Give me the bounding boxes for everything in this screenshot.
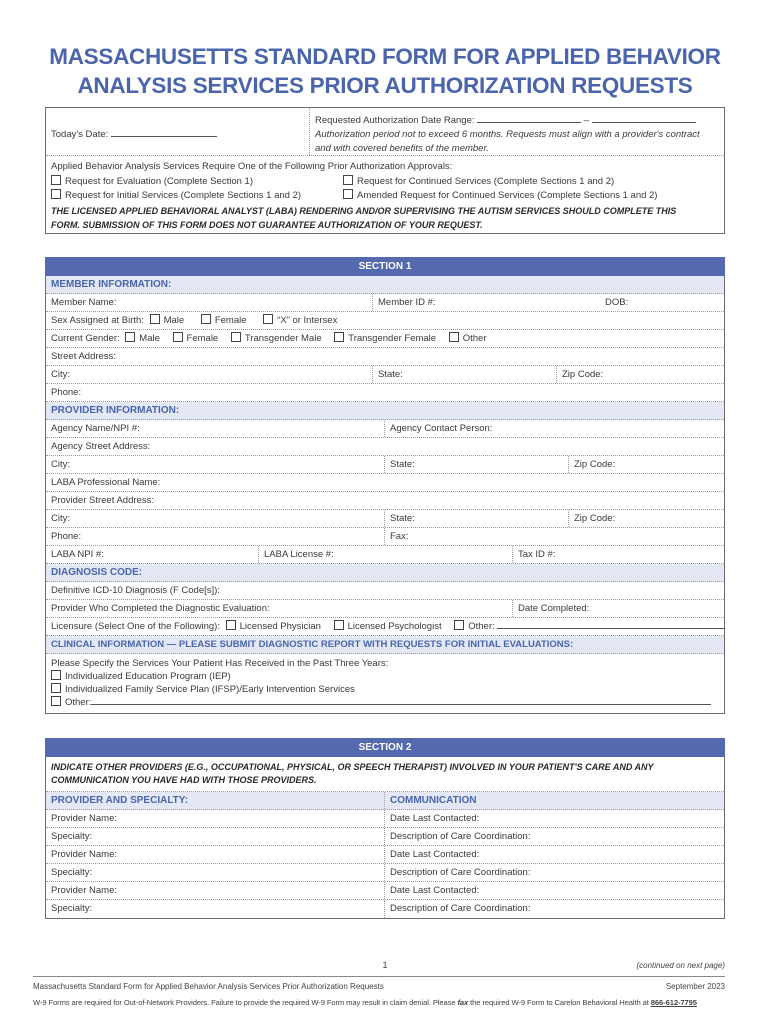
section1-bar: SECTION 1 xyxy=(45,257,725,276)
service-ifsp[interactable] xyxy=(51,683,724,696)
provider2-coord-field[interactable]: Description of Care Coordination: xyxy=(384,864,724,881)
laba-ids-row xyxy=(46,546,724,564)
date-range-start-field[interactable] xyxy=(477,114,581,123)
section2-box xyxy=(45,757,725,919)
dob-field[interactable]: DOB: xyxy=(605,297,629,308)
provider-info-heading: PROVIDER INFORMATION: xyxy=(46,402,724,420)
checkbox[interactable] xyxy=(125,332,135,342)
sex-assigned-label: Sex Assigned at Birth: xyxy=(51,315,144,326)
member-phone-row xyxy=(46,384,724,402)
service-iep-label: Individualized Education Program (IEP) xyxy=(65,671,231,682)
checkbox[interactable] xyxy=(51,189,61,199)
option-evaluation-label: Request for Evaluation (Complete Section 1) xyxy=(65,175,253,187)
service-other-field[interactable] xyxy=(91,696,711,705)
member-city-field[interactable]: City: xyxy=(51,369,70,380)
option-initial[interactable] xyxy=(51,189,301,204)
footer-divider xyxy=(33,976,725,977)
laba-name-row xyxy=(46,474,724,492)
checkbox[interactable] xyxy=(454,620,464,630)
provider3-specialty-row xyxy=(46,900,724,918)
checkbox[interactable] xyxy=(51,683,61,693)
provider3-specialty-field[interactable]: Specialty: xyxy=(51,903,93,914)
checkbox[interactable] xyxy=(263,314,273,324)
agency-city-field[interactable]: City: xyxy=(51,459,70,470)
date-range-dash: – xyxy=(583,115,590,126)
service-other-label: Other: xyxy=(65,697,92,708)
diag-provider-row xyxy=(46,600,724,618)
checkbox[interactable] xyxy=(334,332,344,342)
licensure-cell xyxy=(46,618,725,635)
icd-row xyxy=(46,582,724,600)
member-state-field[interactable]: State: xyxy=(372,366,556,383)
provider2-date-field[interactable]: Date Last Contacted: xyxy=(384,846,724,863)
provider1-name-field[interactable]: Provider Name: xyxy=(51,813,117,824)
checkbox[interactable] xyxy=(51,696,61,706)
provider3-date-field[interactable]: Date Last Contacted: xyxy=(384,882,724,899)
checkbox[interactable] xyxy=(449,332,459,342)
checkbox[interactable] xyxy=(173,332,183,342)
gender-tfemale-label: Transgender Female xyxy=(348,333,437,344)
gender-tmale-label: Transgender Male xyxy=(244,333,322,344)
checkbox[interactable] xyxy=(226,620,236,630)
form-title-line1: MASSACHUSETTS STANDARD FORM FOR APPLIED BEHAVIOR xyxy=(49,44,721,69)
provider2-name-field[interactable]: Provider Name: xyxy=(51,849,117,860)
w9-notice-part1: W-9 Forms are required for Out-of-Network Providers. Failure to provide the required W-9 Form may result in claim denial. Please xyxy=(33,998,456,1007)
laba-notice-line2: FORM. SUBMISSION OF THIS FORM DOES NOT GUARANTEE AUTHORIZATION OF YOUR REQUEST. xyxy=(51,220,483,230)
option-continued-label: Request for Continued Services (Complete Sections 1 and 2) xyxy=(357,175,615,187)
provider2-name-row xyxy=(46,846,724,864)
lic-other-label: Other: xyxy=(468,621,495,632)
agency-city-row xyxy=(46,456,724,474)
approval-options xyxy=(46,156,724,233)
services-label: Please Specify the Services Your Patient Has Received in the Past Three Years: xyxy=(51,658,389,669)
lic-physician-label: Licensed Physician xyxy=(239,621,321,632)
provider1-name-row xyxy=(46,810,724,828)
date-range-cell xyxy=(309,108,724,155)
approvals-label: Applied Behavior Analysis Services Require One of the Following Prior Authorization Approvals: xyxy=(51,161,453,172)
sex-assigned-cell xyxy=(46,312,337,329)
service-ifsp-label: Individualized Family Service Plan (IFSP)/Early Intervention Services xyxy=(65,684,355,695)
date-row xyxy=(46,108,724,156)
member-name-field[interactable]: Member Name: xyxy=(51,297,117,308)
provider-phone-field[interactable]: Phone: xyxy=(51,531,82,542)
request-header-box xyxy=(45,107,725,234)
section2-instr-line2: COMMUNICATION YOU HAVE HAD WITH THOSE PROVIDERS. xyxy=(51,775,317,785)
date-range-end-field[interactable] xyxy=(592,114,696,123)
footer-date: September 2023 xyxy=(665,982,725,991)
todays-date-label: Today's Date: xyxy=(51,129,109,140)
date-range-label: Requested Authorization Date Range: xyxy=(315,115,475,126)
section1-box xyxy=(45,276,725,714)
provider1-date-field[interactable]: Date Last Contacted: xyxy=(384,810,724,827)
gender-row xyxy=(46,330,724,348)
member-city-row xyxy=(46,366,724,384)
provider-city-field[interactable]: City: xyxy=(51,513,70,524)
laba-notice-line1: THE LICENSED APPLIED BEHAVIORAL ANALYST (LABA) RENDERING AND/OR SUPERVISING THE AUTISM SERVICES SHOULD COMPLETE THIS xyxy=(51,205,677,216)
provider1-specialty-field[interactable]: Specialty: xyxy=(51,831,93,842)
date-completed-field[interactable]: Date Completed: xyxy=(512,600,724,617)
todays-date-cell xyxy=(46,108,309,155)
provider-street-field[interactable]: Provider Street Address: xyxy=(51,495,154,506)
provider-zip-field[interactable]: Zip Code: xyxy=(568,510,724,527)
laba-license-field[interactable]: LABA License #: xyxy=(258,546,512,563)
checkbox[interactable] xyxy=(334,620,344,630)
form-title-line2: ANALYSIS SERVICES PRIOR AUTHORIZATION REQUESTS xyxy=(77,73,693,98)
tax-id-field[interactable]: Tax ID #: xyxy=(512,546,724,563)
provider-city-row xyxy=(46,510,724,528)
licensure-row xyxy=(46,618,724,636)
provider-phone-row xyxy=(46,528,724,546)
agency-state-field[interactable]: State: xyxy=(384,456,568,473)
option-amended-label: Amended Request for Continued Services (Complete Sections 1 and 2) xyxy=(357,190,658,201)
option-continued[interactable] xyxy=(343,175,614,190)
licensure-label: Licensure (Select One of the Following): xyxy=(51,621,220,632)
footer-form-name: Massachusetts Standard Form for Applied Behavior Analysis Services Prior Authorization Requests xyxy=(33,982,384,991)
member-phone-field[interactable]: Phone: xyxy=(51,387,82,398)
section2-instructions xyxy=(46,757,724,792)
todays-date-field[interactable] xyxy=(111,128,217,137)
member-street-row xyxy=(46,348,724,366)
authorization-note-line2: and with covered benefits of the member. xyxy=(315,143,489,154)
w9-notice-part2: the required W-9 Form to Carelon Behavioral Health at xyxy=(470,998,649,1007)
provider-fax-field[interactable]: Fax: xyxy=(384,528,724,545)
col-communication-heading: COMMUNICATION xyxy=(384,792,724,809)
agency-contact-field[interactable]: Agency Contact Person: xyxy=(384,420,724,437)
provider3-coord-field[interactable]: Description of Care Coordination: xyxy=(384,900,724,918)
provider-street-row xyxy=(46,492,724,510)
current-gender-label: Current Gender: xyxy=(51,333,120,344)
agency-street-field[interactable]: Agency Street Address: xyxy=(51,441,151,452)
provider2-specialty-row xyxy=(46,864,724,882)
icd-field[interactable]: Definitive ICD-10 Diagnosis (F Code[s]): xyxy=(51,585,220,596)
provider1-coord-field[interactable]: Description of Care Coordination: xyxy=(384,828,724,845)
agency-name-row xyxy=(46,420,724,438)
provider3-name-row xyxy=(46,882,724,900)
option-amended[interactable] xyxy=(343,189,657,204)
agency-zip-field[interactable]: Zip Code: xyxy=(568,456,724,473)
w9-fax-word: fax xyxy=(457,998,469,1007)
provider-state-field[interactable]: State: xyxy=(384,510,568,527)
checkbox[interactable] xyxy=(343,189,353,199)
gender-other-label: Other xyxy=(462,333,487,344)
checkbox[interactable] xyxy=(150,314,160,324)
agency-street-row xyxy=(46,438,724,456)
provider3-name-field[interactable]: Provider Name: xyxy=(51,885,117,896)
checkbox[interactable] xyxy=(231,332,241,342)
gender-female-label: Female xyxy=(186,333,219,344)
option-initial-label: Request for Initial Services (Complete Sections 1 and 2) xyxy=(65,190,302,201)
member-zip-field[interactable]: Zip Code: xyxy=(556,366,724,383)
section2-columns xyxy=(46,792,724,810)
laba-name-field[interactable]: LABA Professional Name: xyxy=(51,477,161,488)
sex-x-label: “X” or Intersex xyxy=(277,315,338,326)
provider1-specialty-row xyxy=(46,828,724,846)
checkbox[interactable] xyxy=(201,314,211,324)
service-other[interactable] xyxy=(51,696,724,709)
sex-female-label: Female xyxy=(214,315,247,326)
lic-psychologist-label: Licensed Psychologist xyxy=(347,621,442,632)
col-provider-heading: PROVIDER AND SPECIALTY: xyxy=(51,795,189,806)
continued-note: (continued on next page) xyxy=(636,961,725,970)
checkbox[interactable] xyxy=(343,175,353,185)
agency-name-field[interactable]: Agency Name/NPI #: xyxy=(51,423,140,434)
diag-provider-field[interactable]: Provider Who Completed the Diagnostic Evaluation: xyxy=(51,603,270,614)
member-id-field[interactable]: Member ID #: xyxy=(372,294,600,311)
diagnosis-heading: DIAGNOSIS CODE: xyxy=(46,564,724,582)
checkbox[interactable] xyxy=(51,175,61,185)
gender-male-label: Male xyxy=(139,333,160,344)
provider2-specialty-field[interactable]: Specialty: xyxy=(51,867,93,878)
sex-male-label: Male xyxy=(163,315,185,326)
authorization-note-line1: Authorization period not to exceed 6 months. Requests must align with a provider's contract xyxy=(315,129,700,140)
laba-npi-field[interactable]: LABA NPI #: xyxy=(51,549,104,560)
w9-notice xyxy=(33,998,733,1007)
current-gender-cell xyxy=(46,330,487,347)
page-number: 1 xyxy=(382,960,388,970)
clinical-heading: CLINICAL INFORMATION — PLEASE SUBMIT DIAGNOSTIC REPORT WITH REQUESTS FOR INITIAL EVALUATIONS: xyxy=(46,636,724,654)
member-info-heading: MEMBER INFORMATION: xyxy=(46,276,724,294)
form-title xyxy=(0,42,770,100)
member-street-field[interactable]: Street Address: xyxy=(51,351,116,362)
member-name-row xyxy=(46,294,724,312)
section2-bar: SECTION 2 xyxy=(45,738,725,757)
lic-other-field[interactable] xyxy=(497,620,725,629)
sex-row xyxy=(46,312,724,330)
checkbox[interactable] xyxy=(51,670,61,680)
w9-fax-number: 866-612-7795 xyxy=(650,998,697,1007)
service-iep[interactable] xyxy=(51,670,724,683)
services-block xyxy=(46,654,724,709)
section2-instr-line1: INDICATE OTHER PROVIDERS (E.G., OCCUPATIONAL, PHYSICAL, OR SPEECH THERAPIST) INVOLVED IN YOUR PATIENT'S CARE AND ANY xyxy=(51,762,654,772)
option-evaluation[interactable] xyxy=(51,175,253,190)
